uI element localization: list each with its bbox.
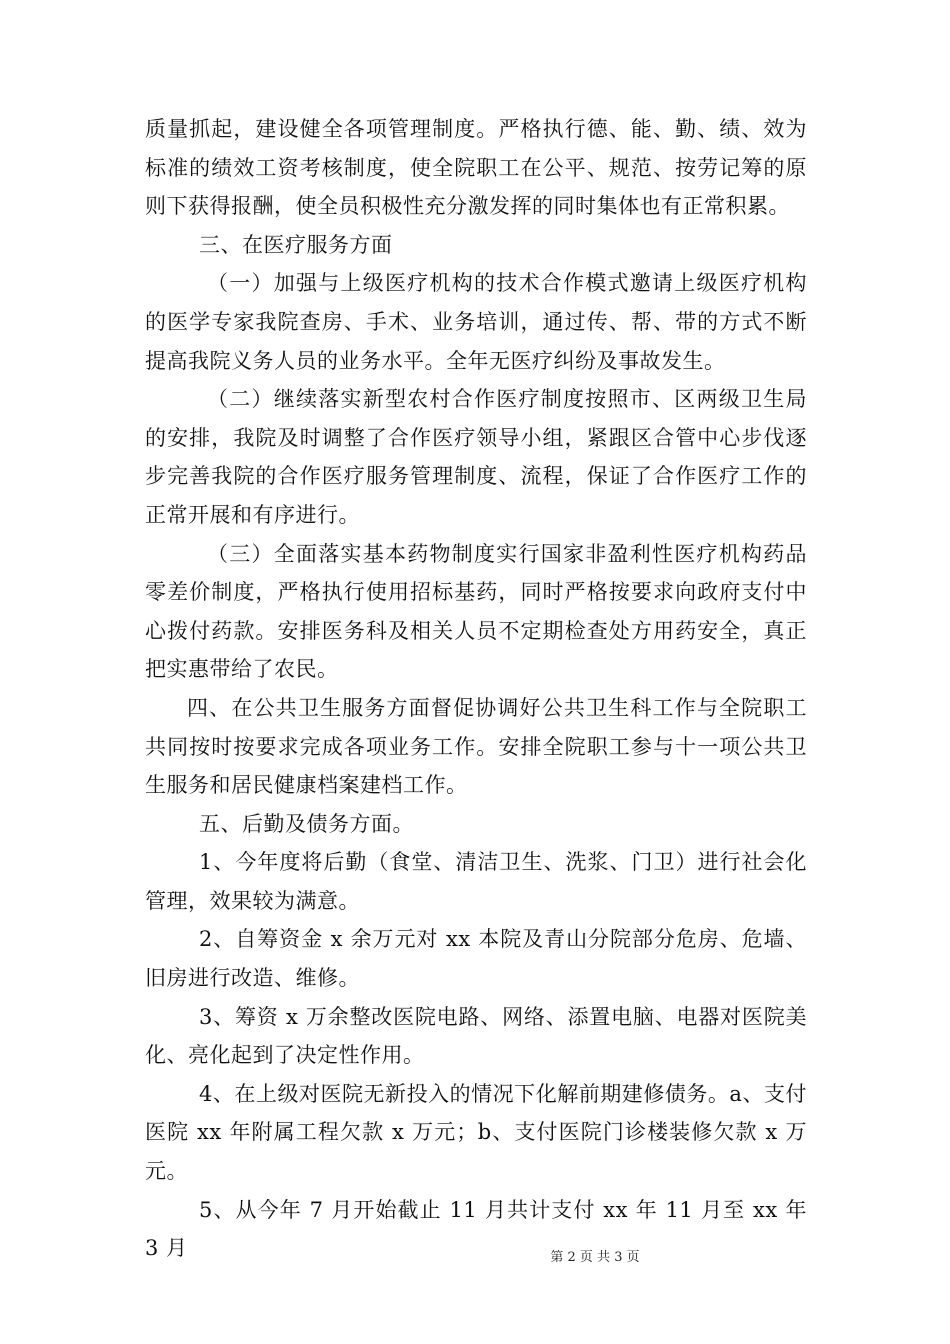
list-item-5: 5、从今年 7 月开始截止 11 月共计支付 xx 年 11 月至 xx 年 3 月 <box>145 1197 807 1261</box>
section-heading-medical-service: 三、在医疗服务方面 <box>199 232 393 257</box>
paragraph-item-2: （二）继续落实新型农村合作医疗制度按照市、区两级卫生局的安排，我院及时调整了合作医疗领导小组，紧跟区合管中心步伐逐步完善我院的合作医疗服务管理制度、流程，保证了合作医疗工作的正常开展和有序进行。 <box>145 387 807 527</box>
paragraph-continuation: 质量抓起，建设健全各项管理制度。严格执行德、能、勤、绩、效为标准的绩效工资考核制度，使全院职工在公平、规范、按劳记筹的原则下获得报酬，使全员积极性充分激发挥的同时集体也有正常积累。 <box>145 117 807 219</box>
paragraph-item-1: （一）加强与上级医疗机构的技术合作模式邀请上级医疗机构的医学专家我院查房、手术、业务培训，通过传、帮、带的方式不断提高我院义务人员的业务水平。全年无医疗纠纷及事故发生。 <box>145 271 807 373</box>
paragraph-item-3: （三）全面落实基本药物制度实行国家非盈利性医疗机构药品零差价制度，严格执行使用招标基药，同时严格按要求向政府支付中心拨付药款。安排医务科及相关人员不定期检查处方用药安全，真正把实惠带给了农民。 <box>145 541 807 682</box>
body-text <box>145 110 807 1268</box>
section-public-health: 四、在公共卫生服务方面督促协调好公共卫生科工作与全院职工共同按时按要求完成各项业务工作。安排全院职工参与十一项公共卫生服务和居民健康档案建档工作。 <box>145 695 807 798</box>
list-item-1: 1、今年度将后勤（食堂、清洁卫生、洗浆、门卫）进行社会化管理，效果较为满意。 <box>145 850 807 913</box>
page-number: 第 2 页 共 3 页 <box>550 1250 640 1265</box>
list-item-3: 3、筹资 x 万余整改医院电路、网络、添置电脑、电器对医院美化、亮化起到了决定性作用。 <box>145 1004 807 1068</box>
section-heading-logistics: 五、后勤及债务方面。 <box>199 811 414 836</box>
list-item-2: 2、自筹资金 x 余万元对 xx 本院及青山分院部分危房、危墙、旧房进行改造、维修。 <box>145 927 807 991</box>
list-item-4: 4、在上级对医院无新投入的情况下化解前期建修债务。a、支付医院 xx 年附属工程欠款 x 万元；b、支付医院门诊楼装修欠款 x 万元。 <box>145 1081 807 1184</box>
